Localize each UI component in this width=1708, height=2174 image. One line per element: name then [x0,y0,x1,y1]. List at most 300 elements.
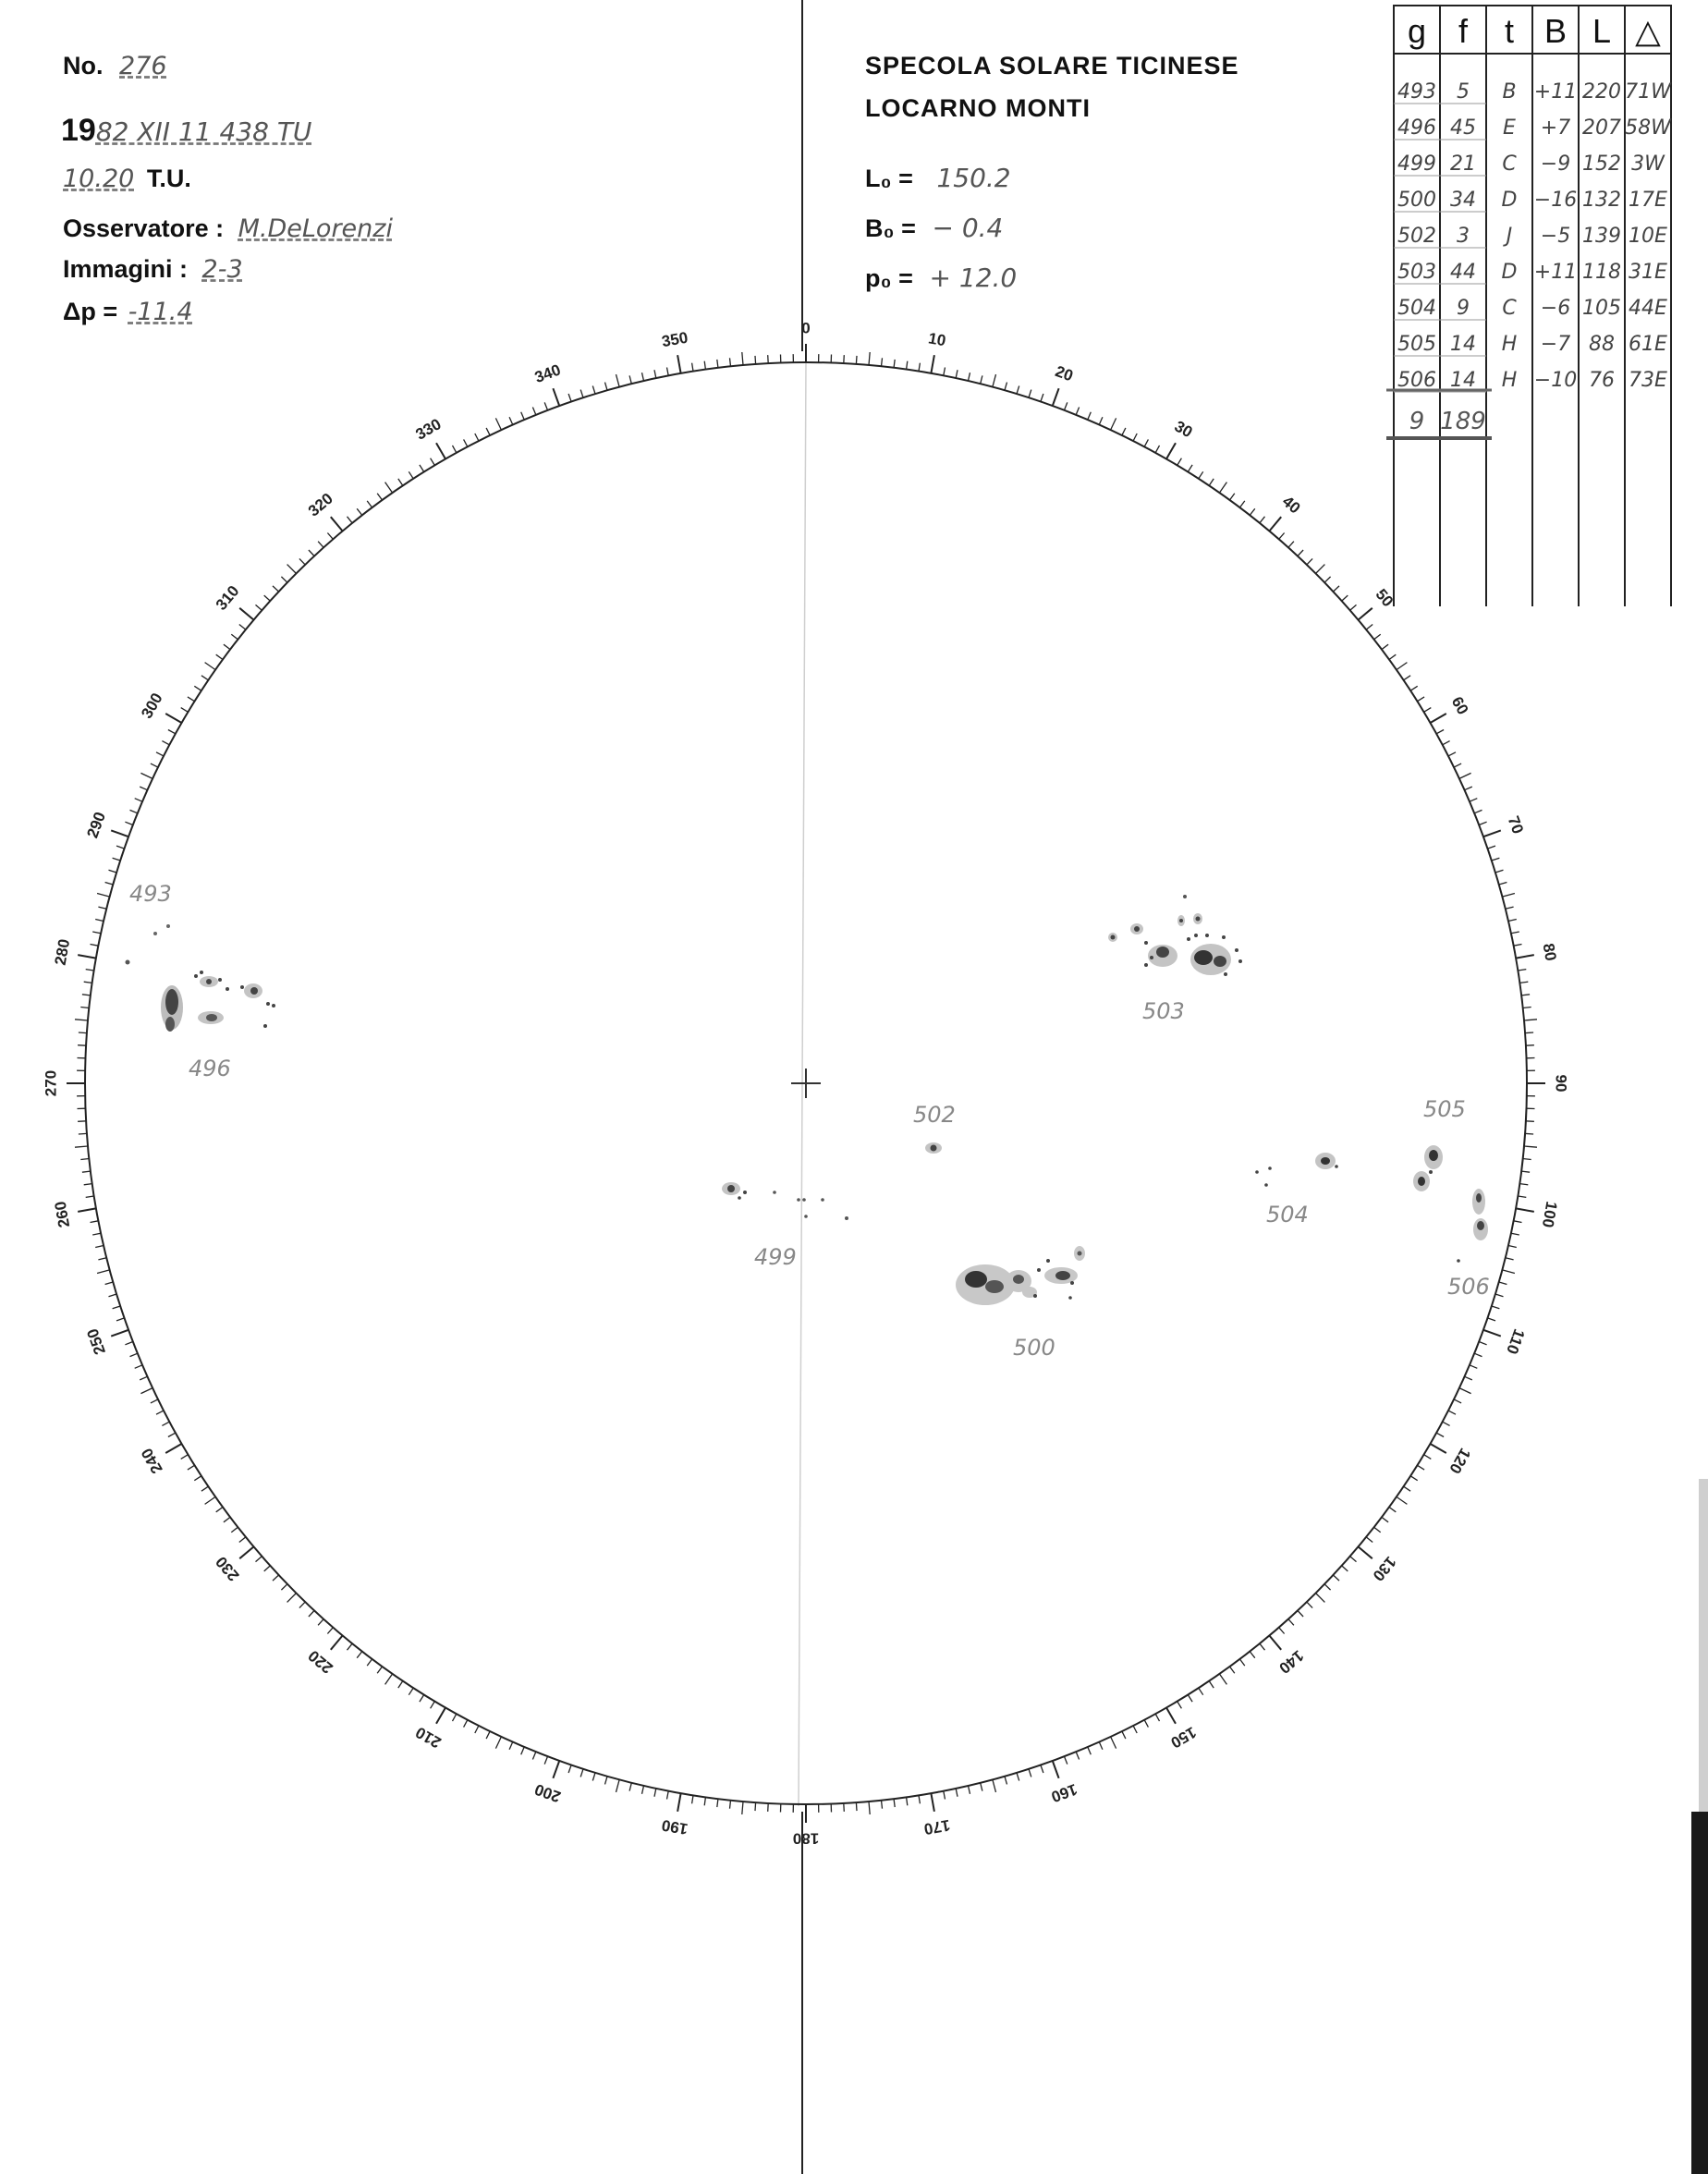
scale-label-110: 110 [1503,1326,1529,1357]
scale-tick [907,361,908,370]
scale-tick [239,1537,246,1543]
scale-tick [1374,634,1381,640]
scale-tick [1239,1659,1244,1666]
table-total-cell: 9 [1409,408,1425,435]
scale-label-350: 350 [660,328,689,351]
table-cell: 504 [1397,297,1436,320]
scale-tick [1366,625,1372,630]
scale-tick [1017,386,1019,395]
scale-tick [1144,1720,1148,1728]
images-label: Immagini : [63,255,189,283]
scale-label-30: 30 [1171,417,1196,442]
scale-tick [1514,945,1522,947]
scale-tick [78,1045,86,1046]
table-cell: 105 [1582,297,1621,320]
scale-tick [91,1221,99,1223]
scale-tick [475,1726,479,1733]
scale-tick [755,356,756,364]
scale-tick [1005,1777,1007,1785]
table-column-header: B [1543,12,1568,50]
scale-tick [327,533,333,540]
scale-label-250: 250 [83,1325,110,1358]
scale-tick [882,1801,883,1809]
scale-tick [156,752,164,756]
table-column-header: g [1407,12,1427,50]
scale-tick [1389,654,1396,659]
table-cell: 44 [1450,261,1476,284]
scale-tick [1188,465,1192,472]
sunspot-group-505 [1413,1096,1466,1191]
scale-tick [1316,565,1325,574]
scale-tick [1099,417,1103,424]
table-column-header: f [1458,12,1469,50]
scale-tick [677,355,681,373]
sunspot-group-493 [126,881,172,965]
scale-tick [1389,1508,1396,1512]
scale-tick [1133,434,1137,441]
scale-tick [273,1575,279,1581]
scale-tick [194,686,201,690]
scale-tick [730,358,731,366]
scale-tick [667,1791,669,1800]
scale-tick [856,356,857,364]
scale-label-40: 40 [1278,492,1304,518]
scale-tick [616,1779,620,1792]
scale-tick [993,1779,996,1792]
scale-tick [580,390,583,398]
scale-tick [1342,595,1348,601]
scale-tick [331,517,343,531]
scale-tick [92,1233,101,1235]
sunspot-data-table [1386,6,1672,606]
scale-tick [1209,479,1214,486]
scale-tick [377,1667,382,1673]
scale-tick [1350,1557,1357,1562]
scale-tick [894,1799,895,1807]
scale-tick [464,439,468,446]
scale-tick [1424,708,1432,713]
scale-tick [109,1294,117,1297]
scale-tick [205,1496,216,1504]
scale-tick [125,1342,132,1345]
table-cell: J [1506,225,1513,248]
table-cell: 503 [1397,261,1436,284]
scale-tick [616,374,620,387]
scale-tick [1076,408,1079,415]
l0-value: 150.2 [936,163,1011,193]
scale-tick [1410,686,1418,690]
scale-tick [299,558,305,565]
scale-tick [111,830,128,837]
scale-tick [1324,1584,1331,1590]
table-cell: 505 [1397,333,1436,356]
scale-tick [318,1619,323,1626]
scale-tick [1076,1752,1079,1759]
table-cell: 31E [1629,261,1667,284]
scale-tick [1519,1184,1528,1185]
scale-tick [1350,605,1357,610]
scale-tick [224,1517,230,1521]
scale-tick [140,773,152,778]
scale-tick [1188,1695,1192,1703]
scale-tick [231,634,238,640]
scale-tick [1448,752,1456,756]
scale-tick [111,1330,128,1337]
scale-tick [931,1793,934,1812]
table-cell: 45 [1450,116,1476,140]
table-cell: 220 [1582,80,1621,104]
scale-tick [281,577,287,582]
scale-tick [1088,412,1092,420]
scale-tick [1443,741,1450,745]
scale-label-310: 310 [212,581,243,614]
table-cell: D [1501,261,1518,284]
scale-label-200: 200 [531,1779,564,1806]
scale-tick [239,1546,253,1558]
scale-tick [553,388,559,406]
sunspot-group-499 [722,1182,848,1270]
table-cell: +7 [1540,116,1571,140]
scale-label-20: 20 [1053,362,1076,385]
scale-tick [1518,970,1526,971]
scale-tick [1122,1731,1126,1739]
sunspot-group-496 [161,971,275,1081]
scale-tick [1298,1611,1303,1618]
table-cell: 34 [1450,189,1476,212]
scale-tick [165,1444,181,1453]
scale-tick [1230,1667,1235,1673]
scale-tick [1418,697,1425,702]
scale-tick [299,1602,305,1608]
scale-tick [1177,458,1182,466]
scale-tick [357,508,362,515]
scale-tick [956,1789,958,1797]
scale-tick [1166,443,1176,458]
table-column-header: L [1592,12,1612,50]
scale-tick [431,1702,435,1709]
scale-tick [377,494,382,500]
scan-edge-strip-upper [1699,1479,1708,1812]
scale-tick [181,708,189,713]
scale-tick [1525,1032,1533,1033]
scale-tick [1017,1773,1019,1781]
scale-tick [856,1802,857,1811]
scale-tick [125,822,132,824]
scale-label-60: 60 [1447,693,1472,718]
scale-tick [993,374,996,387]
scale-tick [1166,1708,1176,1724]
scale-tick [156,1411,164,1414]
scale-tick [532,408,535,415]
scale-tick [318,542,323,548]
scale-label-70: 70 [1504,813,1527,837]
scale-tick [1133,1726,1137,1733]
p0-value: + 12.0 [929,263,1018,293]
table-column-header: t [1504,12,1515,50]
scale-label-230: 230 [212,1553,243,1585]
scale-tick [1508,1246,1517,1248]
scale-tick [1088,1747,1092,1754]
scale-tick [109,870,117,873]
scale-tick [84,982,92,983]
scale-tick [704,361,705,370]
scale-tick [420,465,424,472]
scale-tick [1239,501,1244,507]
scale-tick [1474,1353,1482,1356]
scale-tick [130,1353,138,1356]
scale-tick [532,1752,535,1759]
scale-tick [1492,858,1500,861]
scale-tick [1474,810,1482,812]
scale-tick [495,1737,501,1749]
table-cell: 499 [1397,153,1436,176]
scale-tick [140,787,147,790]
scale-tick [453,446,457,453]
scale-tick [201,676,209,680]
scale-tick [105,883,114,885]
group-label-505: 505 [1423,1096,1466,1122]
table-total-cell: 189 [1440,408,1486,435]
l0-label: L₀ = [865,165,913,192]
scale-tick [1053,388,1059,406]
sunspot-group-504 [1255,1153,1338,1227]
scale-label-10: 10 [926,329,947,350]
table-cell: 44E [1629,297,1667,320]
scale-tick [742,1801,743,1814]
table-cell: E [1503,116,1516,140]
scale-label-240: 240 [138,1445,166,1477]
scale-tick [1404,1486,1411,1491]
table-cell: 118 [1582,261,1621,284]
scale-tick [116,1318,125,1321]
scale-tick [1219,1674,1226,1685]
scale-tick [1260,517,1265,523]
group-label-493: 493 [129,881,172,907]
scale-tick [755,1802,756,1811]
scale-tick [194,1476,201,1481]
scale-tick [168,1433,176,1436]
scale-tick [113,1306,121,1309]
table-cell: 71W [1625,80,1671,104]
scale-label-170: 170 [922,1815,952,1838]
scale-tick [135,1365,142,1369]
scale-label-130: 130 [1369,1553,1400,1585]
scale-tick [188,697,195,702]
scale-tick [1495,870,1504,873]
table-cell: 506 [1397,369,1436,392]
scale-tick [95,920,104,922]
scale-tick [1499,1282,1507,1285]
scale-tick [654,370,656,378]
scale-tick [431,458,435,466]
scale-tick [1424,1455,1432,1460]
scale-tick [1342,1566,1348,1571]
scale-tick [385,1674,393,1685]
scale-tick [1065,402,1068,409]
scale-tick [1397,663,1408,670]
table-cell: 152 [1582,153,1621,176]
scale-tick [1359,1546,1372,1558]
table-cell: 500 [1397,189,1436,212]
scale-tick [475,434,479,441]
scale-label-190: 190 [660,1815,689,1838]
scale-tick [205,663,216,670]
scale-tick [1410,1476,1418,1481]
time-suffix: T.U. [146,165,191,192]
scale-tick [1499,883,1507,885]
scale-tick [844,355,845,363]
scale-tick [78,1208,96,1212]
scale-tick [367,501,372,507]
scale-tick [642,1786,644,1794]
scale-tick [287,565,297,574]
scale-tick [553,1761,559,1778]
table-cell: 493 [1397,80,1436,104]
scale-tick [1436,730,1444,734]
scale-tick [1524,1146,1537,1147]
scale-tick [521,412,525,420]
scale-tick [667,368,669,376]
scale-tick [287,1594,297,1603]
scale-tick [1506,907,1514,909]
scale-label-90: 90 [1552,1074,1570,1093]
scale-tick [1516,1208,1534,1212]
scale-tick [327,1628,333,1634]
scale-tick [1324,577,1331,582]
scale-tick [844,1803,845,1812]
table-cell: −6 [1540,297,1571,320]
scan-edge-strip [1691,1812,1708,2174]
table-cell: B [1502,80,1517,104]
group-label-499: 499 [754,1244,797,1270]
scale-tick [256,605,262,610]
disk-center-cross [791,1069,821,1098]
table-cell: 73E [1629,369,1667,392]
scale-tick [281,1584,287,1590]
scale-tick [75,1146,88,1147]
scale-tick [1099,1742,1103,1750]
table-cell: C [1502,153,1517,176]
scale-tick [1431,714,1446,723]
sheet-number-value: 276 [119,52,167,80]
table-cell: +11 [1533,261,1578,284]
scale-tick [894,360,895,368]
scale-tick [453,1714,457,1721]
scale-tick [730,1801,731,1809]
scale-tick [1525,1133,1533,1134]
table-cell: −16 [1533,189,1578,212]
b0-value: − 0.4 [932,213,1004,243]
scale-tick [1199,471,1203,479]
scale-tick [151,1399,158,1403]
scale-tick [1366,1537,1372,1543]
scale-tick [919,363,920,372]
scale-tick [1454,1399,1461,1403]
scale-label-160: 160 [1048,1779,1080,1806]
scale-tick [1382,1517,1388,1521]
scale-tick [1374,1527,1381,1533]
scale-tick [1436,1433,1444,1436]
scale-tick [1230,494,1235,500]
scale-tick [140,1388,152,1394]
table-cell: H [1501,369,1518,392]
scale-tick [654,1789,656,1797]
scale-tick [1144,439,1148,446]
table-cell: −10 [1533,369,1578,392]
scale-tick [1250,508,1255,515]
scale-tick [436,1708,445,1724]
delta-p-label: Δp = [63,298,118,325]
scale-tick [509,417,513,424]
table-cell: 139 [1582,225,1621,248]
scale-tick [1209,1681,1214,1689]
scale-tick [1508,920,1517,922]
scale-tick [140,1376,147,1380]
scale-label-0: 0 [801,319,811,337]
scale-tick [98,1258,106,1260]
scale-tick [1382,644,1388,649]
scale-tick [717,1799,718,1807]
observer-value: M.DeLorenzi [238,214,393,243]
scale-tick [116,846,125,849]
scale-tick [1506,1258,1514,1260]
scale-tick [521,1747,525,1754]
scale-tick [1250,1652,1255,1658]
year-prefix: 19 [61,113,96,148]
scale-tick [768,1803,769,1812]
scale-tick [1404,676,1411,680]
group-label-500: 500 [1013,1335,1055,1361]
scale-tick [79,1032,87,1033]
scale-tick [216,1508,223,1512]
scale-tick [135,799,142,802]
scale-tick [605,1777,608,1785]
table-cell: −9 [1540,153,1571,176]
scale-tick [1029,1769,1031,1777]
scale-tick [224,644,230,649]
scale-label-220: 220 [304,1646,336,1678]
b0-label: B₀ = [865,214,916,242]
scale-tick [592,386,595,395]
scale-tick [704,1797,705,1805]
table-cell: D [1501,189,1518,212]
scale-tick [231,1527,238,1533]
scale-tick [1279,533,1285,540]
table-cell: 3 [1457,225,1470,248]
scale-tick [398,1681,403,1689]
scale-tick [1465,787,1472,790]
scale-tick [1041,1765,1043,1774]
scale-label-330: 330 [412,415,445,444]
scale-tick [91,945,99,947]
table-cell: 76 [1589,369,1615,392]
scale-tick [1155,446,1159,453]
scale-tick [1488,1318,1496,1321]
scale-tick [1029,390,1031,398]
table-cell: 207 [1582,116,1621,140]
scale-tick [1470,1365,1477,1369]
scale-tick [82,1171,91,1172]
table-cell: 10E [1629,225,1667,248]
table-cell: 9 [1457,297,1470,320]
scale-tick [1492,1306,1500,1309]
scale-tick [436,443,445,458]
scale-tick [409,471,413,479]
table-cell: 14 [1450,369,1476,392]
scale-tick [1041,394,1043,402]
scale-tick [1454,763,1461,767]
sheet-number-label: No. [63,52,104,79]
